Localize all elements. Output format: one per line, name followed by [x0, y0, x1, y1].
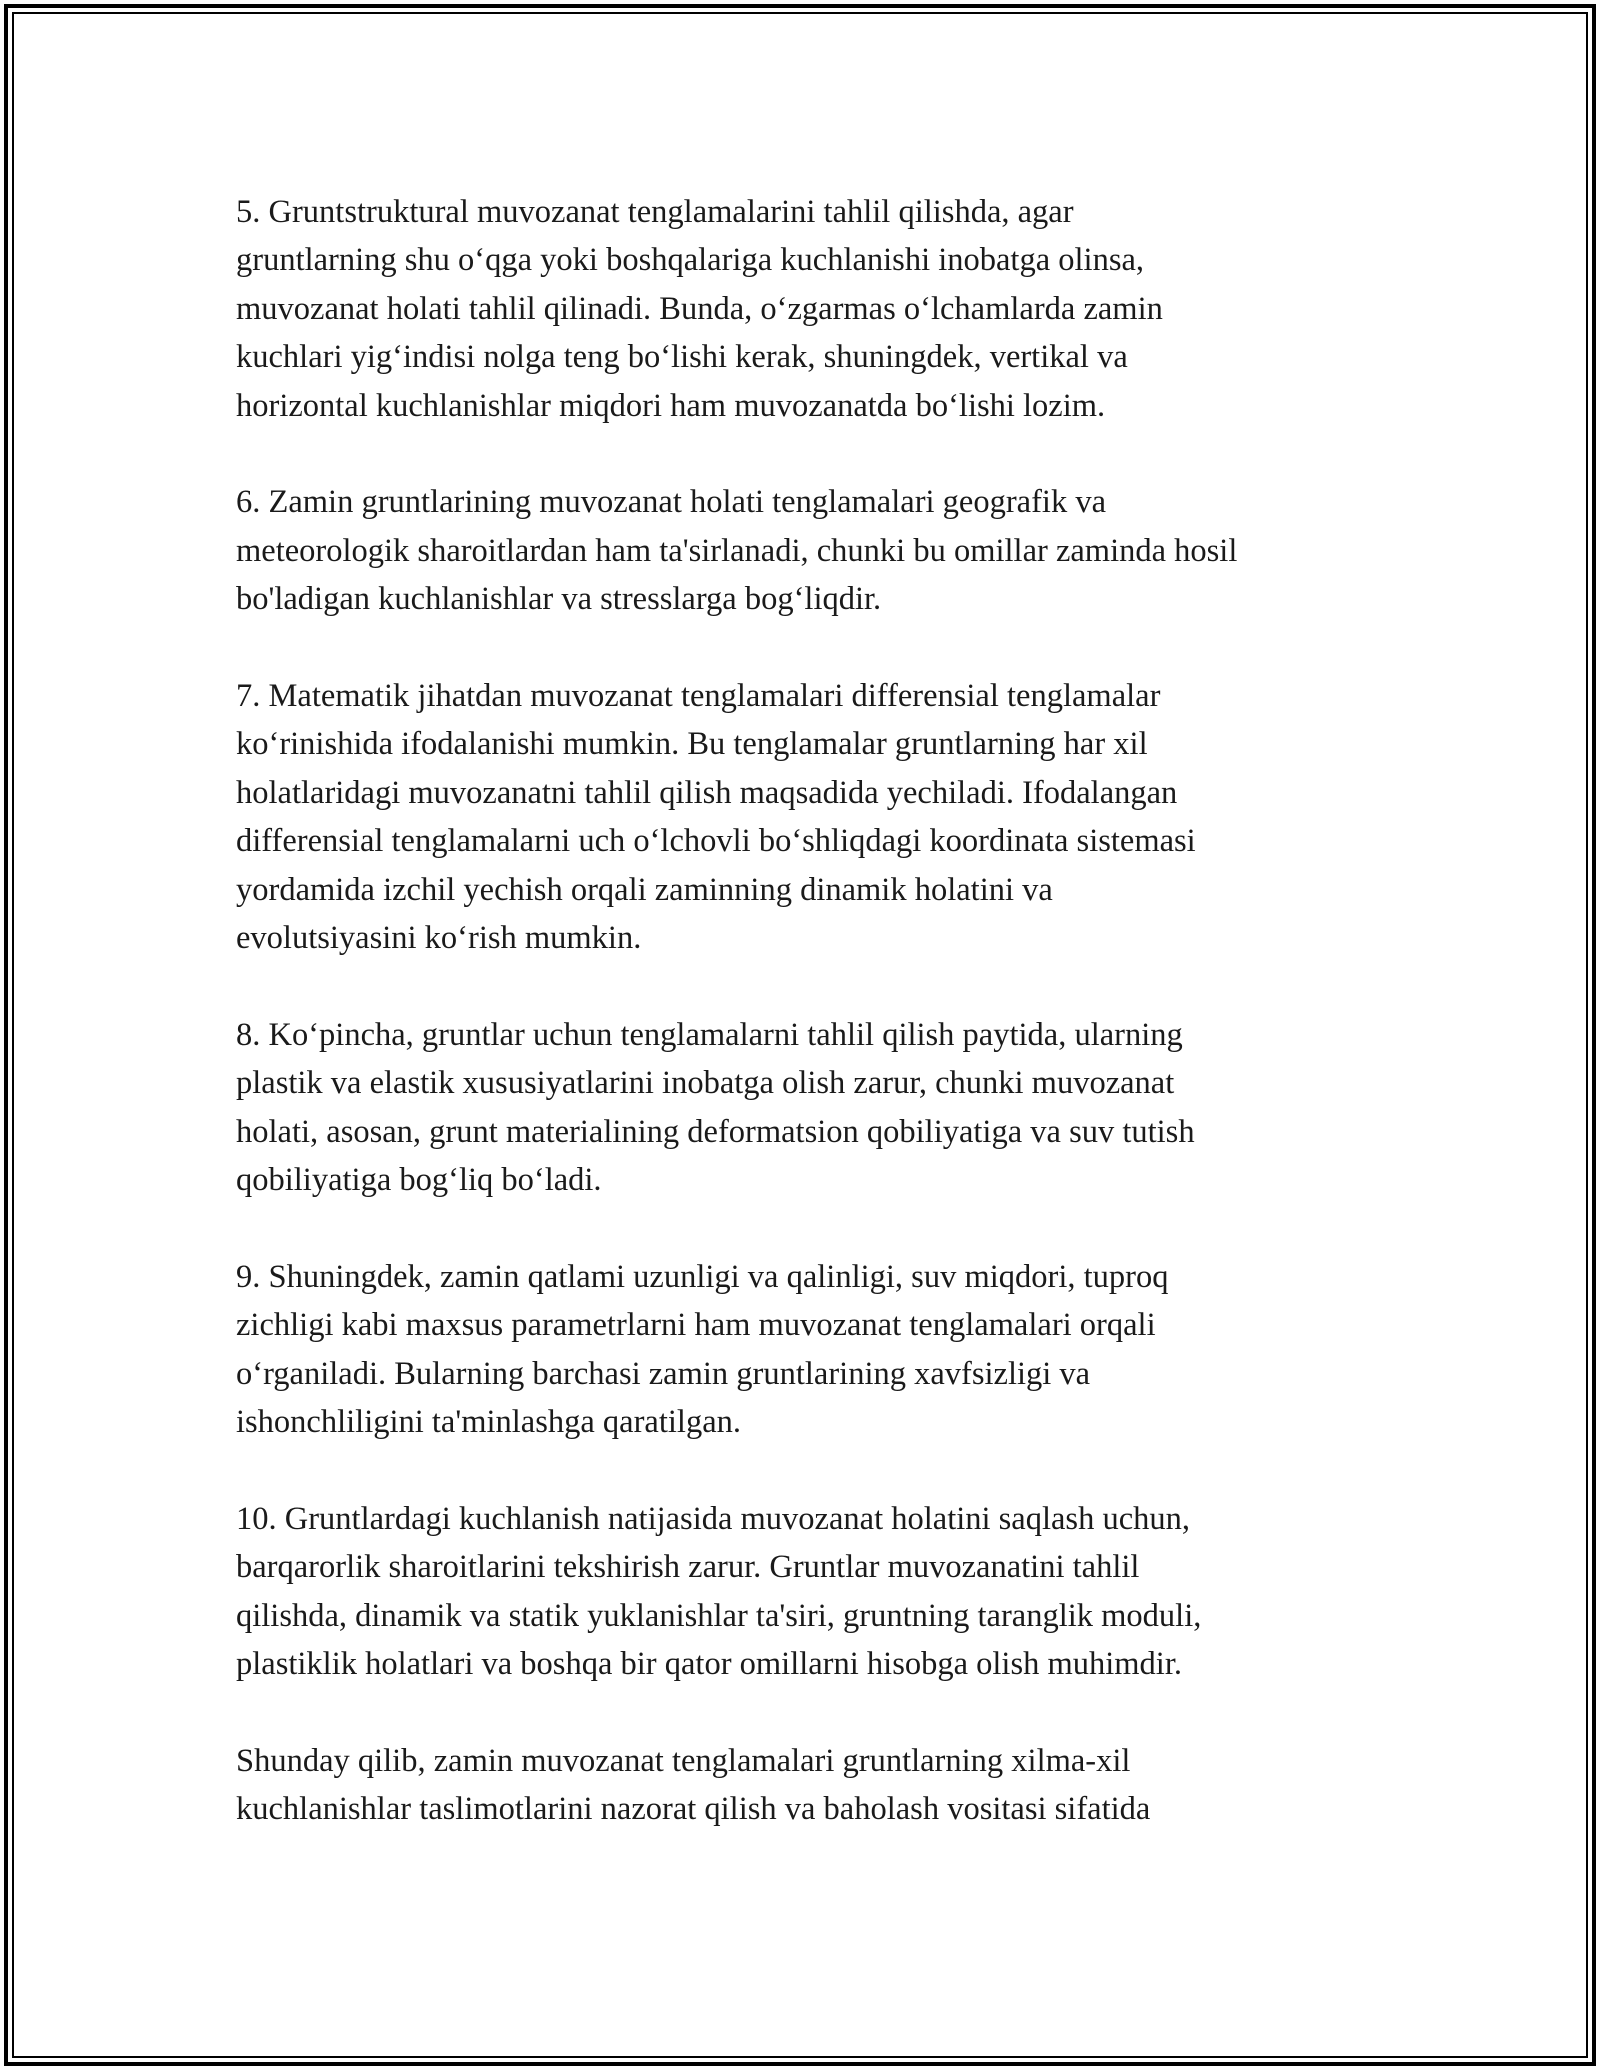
text-line: barqarorlik sharoitlarini tekshirish zarur. Gruntlar muvozanatini tahlil [236, 1549, 1140, 1586]
text-line: kuchlari yig‘indisi nolga teng bo‘lishi kerak, shuningdek, vertikal va [236, 339, 1128, 376]
text-line: differensial tenglamalarni uch o‘lchovli bo‘shliqdagi koordinata sistemasi [236, 823, 1196, 860]
text-line: 8. Ko‘pincha, gruntlar uchun tenglamalarni tahlil qilish paytida, ularning [236, 1016, 1183, 1053]
text-line: gruntlarning shu o‘qga yoki boshqalariga kuchlanishi inobatga olinsa, [236, 242, 1145, 279]
text-line: yordamida izchil yechish orqali zaminning dinamik holatini va [236, 871, 1053, 908]
text-line: 9. Shuningdek, zamin qatlami uzunligi va qalinligi, suv miqdori, tuproq [236, 1258, 1169, 1295]
document-body [236, 188, 1416, 1834]
text-line: zichligi kabi maxsus parametrlarni ham muvozanat tenglamalari orqali [236, 1307, 1156, 1344]
text-line: kuchlanishlar taslimotlarini nazorat qilish va baholash vositasi sifatida [236, 1791, 1151, 1828]
text-line: horizontal kuchlanishlar miqdori ham muvozanatda bo‘lishi lozim. [236, 387, 1106, 424]
text-line: 6. Zamin gruntlarining muvozanat holati tenglamalari geografik va [236, 484, 1106, 521]
text-line: evolutsiyasini ko‘rish mumkin. [236, 920, 642, 957]
paragraph-5 [236, 188, 1416, 430]
paragraph-8 [236, 1011, 1416, 1205]
text-line: plastiklik holatlari va boshqa bir qator omillarni hisobga olish muhimdir. [236, 1646, 1182, 1683]
text-line: 10. Gruntlardagi kuchlanish natijasida muvozanat holatini saqlash uchun, [236, 1500, 1191, 1537]
text-line: 5. Gruntstruktural muvozanat tenglamalarini tahlil qilishda, agar [236, 194, 1074, 230]
paragraph-7 [236, 672, 1416, 962]
text-line: meteorologik sharoitlardan ham ta'sirlanadi, chunki bu omillar zaminda hosil [236, 532, 1238, 569]
text-line: ishonchliligini ta'minlashga qaratilgan. [236, 1404, 741, 1441]
paragraph-conclusion [236, 1737, 1416, 1834]
text-line: muvozanat holati tahlil qilinadi. Bunda, o‘zgarmas o‘lchamlarda zamin [236, 290, 1163, 327]
paragraph-9 [236, 1253, 1416, 1447]
paragraph-6 [236, 478, 1416, 623]
text-line: holatlaridagi muvozanatni tahlil qilish maqsadida yechiladi. Ifodalangan [236, 774, 1178, 811]
text-line: qobiliyatiga bog‘liq bo‘ladi. [236, 1162, 602, 1199]
paragraph-10 [236, 1495, 1416, 1689]
text-line: o‘rganiladi. Bularning barchasi zamin gruntlarining xavfsizligi va [236, 1355, 1091, 1392]
text-line: bo'ladigan kuchlanishlar va stresslarga bog‘liqdir. [236, 581, 882, 618]
text-line: qilishda, dinamik va statik yuklanishlar ta'siri, gruntning taranglik moduli, [236, 1597, 1202, 1634]
text-line: 7. Matematik jihatdan muvozanat tenglamalari differensial tenglamalar [236, 678, 1161, 715]
text-line: Shunday qilib, zamin muvozanat tenglamalari gruntlarning xilma-xil [236, 1742, 1131, 1779]
text-line: plastik va elastik xususiyatlarini inobatga olish zarur, chunki muvozanat [236, 1065, 1175, 1102]
text-line: ko‘rinishida ifodalanishi mumkin. Bu tenglamalar gruntlarning har xil [236, 726, 1148, 763]
text-line: holati, asosan, grunt materialining deformatsion qobiliyatiga va suv tutish [236, 1113, 1195, 1150]
